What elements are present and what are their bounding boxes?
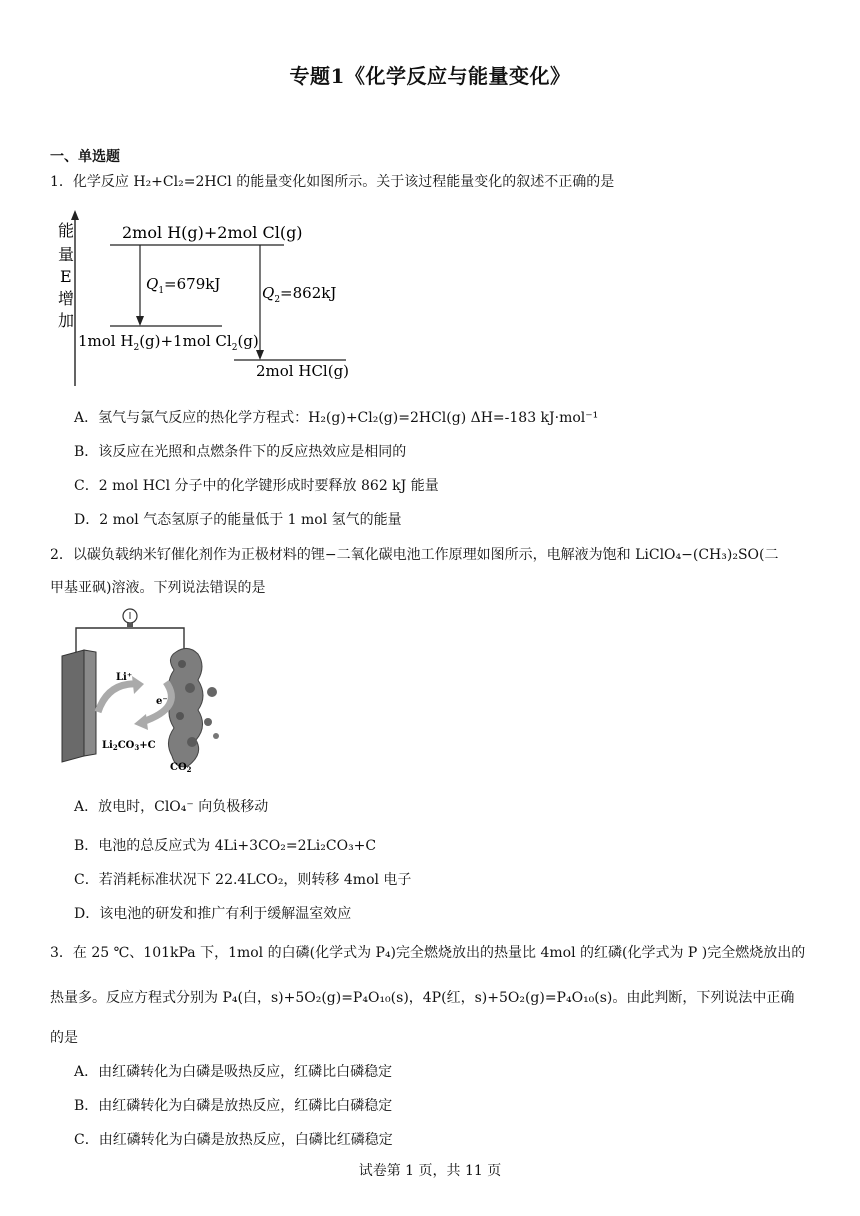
q2-battery-diagram (58, 604, 228, 776)
page-title: 专题1《化学反应与能量变化》 (289, 64, 571, 88)
li-ion-label: Li⁺ (116, 672, 133, 683)
axis-char-4: 增 (58, 289, 75, 308)
middle-level-label: 1mol $H_2(g)+1mol$ $Cl_2(g)$ (78, 332, 259, 353)
circuit-wire (76, 628, 184, 654)
q2-option-a: A．放电时，ClO₄⁻ 向负极移动 (74, 799, 269, 815)
q2-option-c: C．若消耗标准状况下 22.4LCO₂，则转移 4mol 电子 (74, 872, 412, 888)
page-footer: 试卷第 1 页，共 11 页 (358, 1163, 502, 1179)
q1-heat-label: $Q_1=679kJ$ (146, 275, 221, 296)
q1-option-c: C．2 mol HCl 分子中的化学键形成时要释放 862 kJ 能量 (74, 478, 439, 494)
q2-option-d: D．该电池的研发和推广有利于缓解温室效应 (74, 906, 352, 922)
axis-char-3: E (60, 267, 72, 286)
axis-char-2: 量 (58, 245, 75, 264)
top-level-label: 2mol H(g)+2mol Cl(g) (122, 223, 303, 242)
electron-label: e⁻ (156, 696, 168, 707)
q2-stem-line2: 甲基亚砜)溶液。下列说法错误的是 (50, 580, 266, 596)
axis-char-5: 加 (58, 311, 75, 330)
li-ion-arrow-icon (98, 684, 138, 712)
q3-stem-line2: 热量多。反应方程式分别为 P₄(白，s)+5O₂(g)=P₄O₁₀(s)，4P(红，s)+5O₂(g)=P₄O₁₀(s)。由此判断，下列说法中正确 (50, 990, 795, 1006)
section-heading: 一、单选题 (50, 149, 120, 165)
q1-option-a: A．氢气与氯气反应的热化学方程式：H₂(g)+Cl₂(g)=2HCl(g) ΔH=-183 kJ·mol⁻¹ (74, 410, 599, 426)
q2-stem-line1: 2．以碳负载纳米钌催化剂作为正极材料的锂−二氧化碳电池工作原理如图所示，电解液为饱和 LiClO₄−(CH₃)₂SO(二 (50, 547, 779, 563)
q1-energy-diagram (52, 208, 362, 390)
q3-stem-line3: 的是 (50, 1030, 78, 1046)
q2-heat-label: $Q_2=862kJ$ (262, 284, 337, 305)
axis-char-1: 能 (58, 221, 75, 240)
li2co3-label: $Li_2CO_3+C$ (102, 740, 156, 752)
axis-arrow-icon (71, 210, 79, 220)
q3-option-a: A．由红磷转化为白磷是吸热反应，红磷比白磷稳定 (74, 1064, 393, 1080)
co2-bubble (207, 687, 217, 697)
q2-arrow-icon (256, 350, 264, 360)
lithium-electrode (62, 650, 84, 762)
q3-stem-line1: 3．在 25 ℃、101kPa 下，1mol 的白磷(化学式为 P₄)完全燃烧放出的热量比 4mol 的红磷(化学式为 P )完全燃烧放出的 (50, 945, 806, 961)
q3-option-b: B．由红磷转化为白磷是放热反应，红磷比白磷稳定 (74, 1098, 393, 1114)
q1-option-b: B．该反应在光照和点燃条件下的反应热效应是相同的 (74, 444, 407, 460)
co2-label: $CO_2$ (170, 762, 192, 774)
bottom-level-label: 2mol HCl(g) (256, 362, 350, 380)
q3-option-c: C．由红磷转化为白磷是放热反应，白磷比红磷稳定 (74, 1132, 393, 1148)
q1-arrow-icon (136, 316, 144, 326)
carbon-electrode (168, 648, 203, 766)
q1-stem: 1．化学反应 H₂+Cl₂=2HCl 的能量变化如图所示。关于该过程能量变化的叙述不正确的是 (50, 174, 615, 190)
q2-option-b: B．电池的总反应式为 4Li+3CO₂=2Li₂CO₃+C (74, 838, 377, 854)
q1-option-d: D．2 mol 气态氢原子的能量低于 1 mol 氢气的能量 (74, 512, 402, 528)
